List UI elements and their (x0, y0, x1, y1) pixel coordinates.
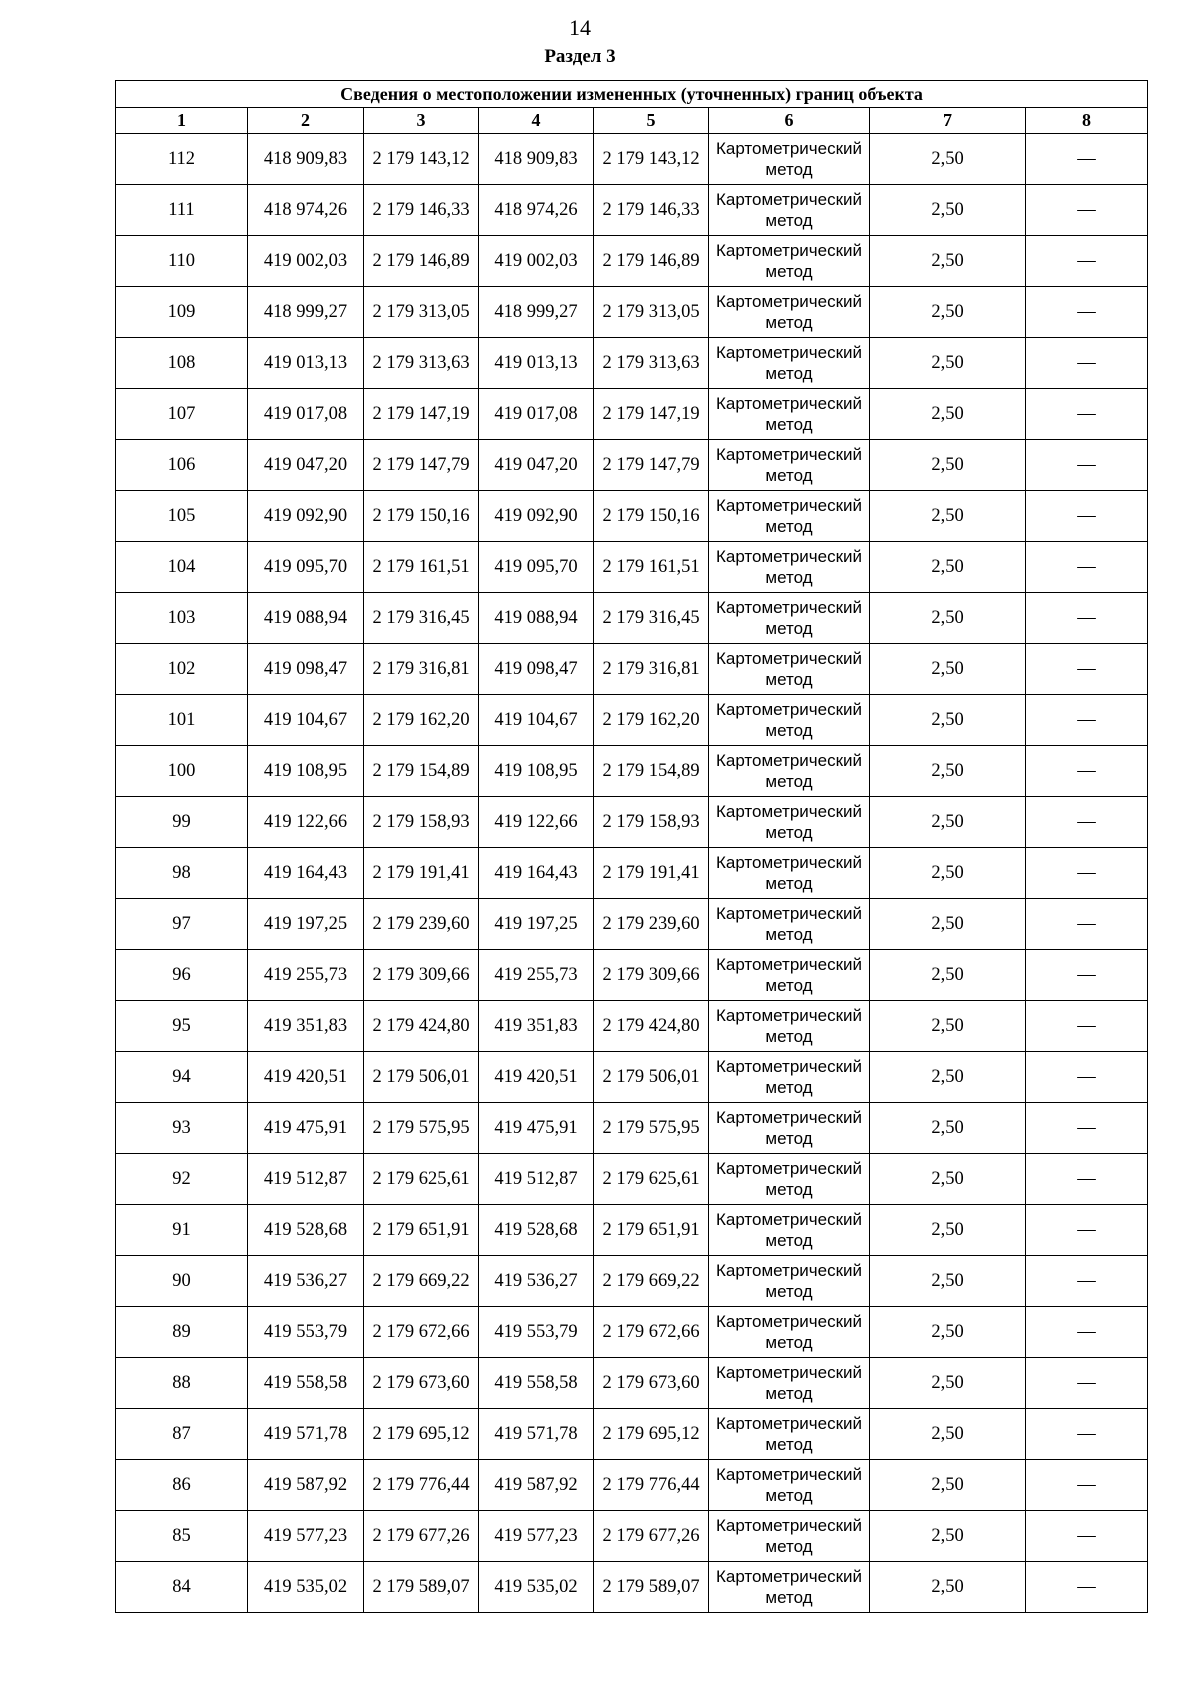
cell-description: — (1026, 1103, 1148, 1154)
cell-x-existing: 419 512,87 (248, 1154, 364, 1205)
table-row (116, 185, 1148, 236)
cell-x-existing: 419 528,68 (248, 1205, 364, 1256)
cell-precision: 2,50 (870, 185, 1026, 236)
cell-precision: 2,50 (870, 899, 1026, 950)
table-row (116, 1052, 1148, 1103)
table-row (116, 1307, 1148, 1358)
cell-precision: 2,50 (870, 950, 1026, 1001)
cell-point-number: 106 (116, 440, 248, 491)
cell-description: — (1026, 236, 1148, 287)
cell-x-existing: 419 535,02 (248, 1562, 364, 1613)
cell-precision: 2,50 (870, 1409, 1026, 1460)
page-number: 14 (569, 15, 591, 40)
cell-description: — (1026, 287, 1148, 338)
cell-description: — (1026, 644, 1148, 695)
column-header-7: 7 (870, 108, 1026, 134)
cell-y-new: 2 179 313,05 (594, 287, 709, 338)
cell-x-existing: 419 577,23 (248, 1511, 364, 1562)
cell-x-existing: 419 475,91 (248, 1103, 364, 1154)
cell-point-number: 91 (116, 1205, 248, 1256)
table-row (116, 695, 1148, 746)
cell-x-new: 419 553,79 (479, 1307, 594, 1358)
column-header-2: 2 (248, 108, 364, 134)
cell-method: Картометрический метод (709, 950, 870, 1001)
cell-x-new: 419 088,94 (479, 593, 594, 644)
cell-y-existing: 2 179 158,93 (364, 797, 479, 848)
cell-method: Картометрический метод (709, 899, 870, 950)
cell-point-number: 85 (116, 1511, 248, 1562)
cell-y-new: 2 179 589,07 (594, 1562, 709, 1613)
cell-x-existing: 419 553,79 (248, 1307, 364, 1358)
cell-y-new: 2 179 677,26 (594, 1511, 709, 1562)
cell-precision: 2,50 (870, 1256, 1026, 1307)
cell-point-number: 107 (116, 389, 248, 440)
cell-x-new: 419 512,87 (479, 1154, 594, 1205)
cell-description: — (1026, 593, 1148, 644)
cell-precision: 2,50 (870, 1103, 1026, 1154)
table-row (116, 644, 1148, 695)
cell-description: — (1026, 950, 1148, 1001)
table-row (116, 1256, 1148, 1307)
cell-y-existing: 2 179 313,63 (364, 338, 479, 389)
cell-x-existing: 419 088,94 (248, 593, 364, 644)
cell-y-new: 2 179 316,45 (594, 593, 709, 644)
cell-precision: 2,50 (870, 644, 1026, 695)
cell-y-existing: 2 179 191,41 (364, 848, 479, 899)
cell-y-new: 2 179 672,66 (594, 1307, 709, 1358)
cell-method: Картометрический метод (709, 1460, 870, 1511)
cell-method: Картометрический метод (709, 542, 870, 593)
cell-point-number: 112 (116, 134, 248, 185)
cell-method: Картометрический метод (709, 185, 870, 236)
cell-y-existing: 2 179 143,12 (364, 134, 479, 185)
cell-y-new: 2 179 162,20 (594, 695, 709, 746)
cell-description: — (1026, 1358, 1148, 1409)
cell-method: Картометрический метод (709, 134, 870, 185)
cell-x-existing: 419 092,90 (248, 491, 364, 542)
table-row (116, 848, 1148, 899)
table-row (116, 899, 1148, 950)
cell-method: Картометрический метод (709, 644, 870, 695)
table-row (116, 950, 1148, 1001)
cell-precision: 2,50 (870, 236, 1026, 287)
cell-y-new: 2 179 143,12 (594, 134, 709, 185)
cell-x-existing: 419 197,25 (248, 899, 364, 950)
cell-x-existing: 419 098,47 (248, 644, 364, 695)
cell-description: — (1026, 1409, 1148, 1460)
cell-x-new: 419 571,78 (479, 1409, 594, 1460)
table-row (116, 1205, 1148, 1256)
cell-method: Картометрический метод (709, 593, 870, 644)
cell-y-existing: 2 179 589,07 (364, 1562, 479, 1613)
cell-y-existing: 2 179 506,01 (364, 1052, 479, 1103)
cell-description: — (1026, 695, 1148, 746)
cell-y-new: 2 179 146,33 (594, 185, 709, 236)
cell-x-existing: 419 002,03 (248, 236, 364, 287)
cell-x-new: 419 098,47 (479, 644, 594, 695)
cell-method: Картометрический метод (709, 1511, 870, 1562)
cell-y-existing: 2 179 147,79 (364, 440, 479, 491)
cell-precision: 2,50 (870, 848, 1026, 899)
cell-x-existing: 419 122,66 (248, 797, 364, 848)
cell-description: — (1026, 746, 1148, 797)
cell-x-existing: 419 587,92 (248, 1460, 364, 1511)
cell-x-new: 418 999,27 (479, 287, 594, 338)
cell-point-number: 109 (116, 287, 248, 338)
cell-description: — (1026, 1154, 1148, 1205)
cell-y-new: 2 179 695,12 (594, 1409, 709, 1460)
cell-precision: 2,50 (870, 746, 1026, 797)
cell-y-existing: 2 179 313,05 (364, 287, 479, 338)
column-number-row (116, 108, 1148, 134)
cell-method: Картометрический метод (709, 797, 870, 848)
cell-y-new: 2 179 651,91 (594, 1205, 709, 1256)
cell-precision: 2,50 (870, 338, 1026, 389)
cell-x-existing: 418 999,27 (248, 287, 364, 338)
cell-x-new: 419 420,51 (479, 1052, 594, 1103)
cell-method: Картометрический метод (709, 287, 870, 338)
cell-precision: 2,50 (870, 389, 1026, 440)
cell-y-existing: 2 179 625,61 (364, 1154, 479, 1205)
cell-y-existing: 2 179 147,19 (364, 389, 479, 440)
cell-y-existing: 2 179 239,60 (364, 899, 479, 950)
cell-description: — (1026, 899, 1148, 950)
cell-y-existing: 2 179 316,81 (364, 644, 479, 695)
cell-x-existing: 419 013,13 (248, 338, 364, 389)
cell-point-number: 108 (116, 338, 248, 389)
cell-point-number: 90 (116, 1256, 248, 1307)
cell-point-number: 103 (116, 593, 248, 644)
cell-y-new: 2 179 316,81 (594, 644, 709, 695)
cell-description: — (1026, 338, 1148, 389)
cell-y-existing: 2 179 146,33 (364, 185, 479, 236)
cell-y-new: 2 179 147,19 (594, 389, 709, 440)
cell-precision: 2,50 (870, 440, 1026, 491)
cell-description: — (1026, 1001, 1148, 1052)
cell-method: Картометрический метод (709, 1358, 870, 1409)
cell-x-existing: 419 164,43 (248, 848, 364, 899)
cell-x-existing: 419 108,95 (248, 746, 364, 797)
cell-point-number: 95 (116, 1001, 248, 1052)
cell-y-existing: 2 179 146,89 (364, 236, 479, 287)
table-row (116, 1562, 1148, 1613)
cell-precision: 2,50 (870, 134, 1026, 185)
cell-method: Картометрический метод (709, 695, 870, 746)
cell-method: Картометрический метод (709, 1307, 870, 1358)
cell-method: Картометрический метод (709, 1205, 870, 1256)
cell-method: Картометрический метод (709, 1562, 870, 1613)
cell-description: — (1026, 848, 1148, 899)
cell-y-existing: 2 179 776,44 (364, 1460, 479, 1511)
cell-precision: 2,50 (870, 593, 1026, 644)
cell-point-number: 97 (116, 899, 248, 950)
cell-point-number: 88 (116, 1358, 248, 1409)
cell-precision: 2,50 (870, 1562, 1026, 1613)
cell-x-new: 419 558,58 (479, 1358, 594, 1409)
cell-x-new: 419 197,25 (479, 899, 594, 950)
cell-precision: 2,50 (870, 1358, 1026, 1409)
cell-y-new: 2 179 673,60 (594, 1358, 709, 1409)
cell-x-new: 419 577,23 (479, 1511, 594, 1562)
cell-precision: 2,50 (870, 287, 1026, 338)
table-row (116, 389, 1148, 440)
cell-description: — (1026, 1307, 1148, 1358)
cell-precision: 2,50 (870, 1154, 1026, 1205)
cell-method: Картометрический метод (709, 1103, 870, 1154)
cell-description: — (1026, 1052, 1148, 1103)
cell-x-existing: 419 558,58 (248, 1358, 364, 1409)
cell-y-existing: 2 179 309,66 (364, 950, 479, 1001)
cell-precision: 2,50 (870, 1205, 1026, 1256)
cell-method: Картометрический метод (709, 1256, 870, 1307)
cell-method: Картометрический метод (709, 1001, 870, 1052)
cell-x-existing: 419 255,73 (248, 950, 364, 1001)
table-row (116, 797, 1148, 848)
cell-point-number: 110 (116, 236, 248, 287)
cell-x-new: 418 974,26 (479, 185, 594, 236)
cell-y-new: 2 179 506,01 (594, 1052, 709, 1103)
cell-x-new: 419 528,68 (479, 1205, 594, 1256)
table-row (116, 1511, 1148, 1562)
table-row (116, 338, 1148, 389)
cell-point-number: 89 (116, 1307, 248, 1358)
cell-y-existing: 2 179 677,26 (364, 1511, 479, 1562)
cell-point-number: 84 (116, 1562, 248, 1613)
cell-x-new: 419 095,70 (479, 542, 594, 593)
cell-y-new: 2 179 147,79 (594, 440, 709, 491)
cell-precision: 2,50 (870, 542, 1026, 593)
cell-description: — (1026, 1460, 1148, 1511)
table-row (116, 593, 1148, 644)
cell-y-new: 2 179 161,51 (594, 542, 709, 593)
cell-method: Картометрический метод (709, 746, 870, 797)
cell-y-new: 2 179 150,16 (594, 491, 709, 542)
cell-precision: 2,50 (870, 1001, 1026, 1052)
cell-x-new: 419 475,91 (479, 1103, 594, 1154)
cell-y-new: 2 179 424,80 (594, 1001, 709, 1052)
cell-point-number: 102 (116, 644, 248, 695)
cell-x-new: 419 255,73 (479, 950, 594, 1001)
cell-method: Картометрический метод (709, 389, 870, 440)
cell-description: — (1026, 440, 1148, 491)
cell-y-existing: 2 179 669,22 (364, 1256, 479, 1307)
cell-point-number: 98 (116, 848, 248, 899)
cell-y-existing: 2 179 424,80 (364, 1001, 479, 1052)
column-header-3: 3 (364, 108, 479, 134)
cell-method: Картометрический метод (709, 1154, 870, 1205)
cell-precision: 2,50 (870, 491, 1026, 542)
cell-x-existing: 418 909,83 (248, 134, 364, 185)
cell-x-new: 419 351,83 (479, 1001, 594, 1052)
table-row (116, 542, 1148, 593)
cell-x-existing: 418 974,26 (248, 185, 364, 236)
cell-x-new: 419 122,66 (479, 797, 594, 848)
cell-x-existing: 419 104,67 (248, 695, 364, 746)
cell-x-new: 419 108,95 (479, 746, 594, 797)
cell-y-new: 2 179 776,44 (594, 1460, 709, 1511)
cell-method: Картометрический метод (709, 236, 870, 287)
column-header-5: 5 (594, 108, 709, 134)
cell-y-new: 2 179 191,41 (594, 848, 709, 899)
cell-x-existing: 419 017,08 (248, 389, 364, 440)
cell-x-new: 419 536,27 (479, 1256, 594, 1307)
cell-description: — (1026, 542, 1148, 593)
cell-point-number: 99 (116, 797, 248, 848)
cell-x-new: 419 535,02 (479, 1562, 594, 1613)
cell-description: — (1026, 1205, 1148, 1256)
cell-x-new: 419 047,20 (479, 440, 594, 491)
table-row (116, 491, 1148, 542)
cell-precision: 2,50 (870, 695, 1026, 746)
cell-method: Картометрический метод (709, 1409, 870, 1460)
cell-description: — (1026, 797, 1148, 848)
cell-point-number: 94 (116, 1052, 248, 1103)
cell-description: — (1026, 1562, 1148, 1613)
table-row (116, 440, 1148, 491)
cell-point-number: 92 (116, 1154, 248, 1205)
cell-point-number: 87 (116, 1409, 248, 1460)
column-header-6: 6 (709, 108, 870, 134)
cell-point-number: 93 (116, 1103, 248, 1154)
cell-y-existing: 2 179 651,91 (364, 1205, 479, 1256)
section-title: Раздел 3 (544, 46, 616, 67)
cell-description: — (1026, 491, 1148, 542)
table-row (116, 134, 1148, 185)
cell-precision: 2,50 (870, 1052, 1026, 1103)
table-caption-row (116, 81, 1148, 108)
cell-x-existing: 419 571,78 (248, 1409, 364, 1460)
cell-description: — (1026, 134, 1148, 185)
table-row (116, 1154, 1148, 1205)
cell-y-existing: 2 179 672,66 (364, 1307, 479, 1358)
cell-x-new: 419 587,92 (479, 1460, 594, 1511)
cell-description: — (1026, 389, 1148, 440)
table-row (116, 287, 1148, 338)
cell-y-existing: 2 179 154,89 (364, 746, 479, 797)
column-header-1: 1 (116, 108, 248, 134)
cell-point-number: 86 (116, 1460, 248, 1511)
cell-y-existing: 2 179 161,51 (364, 542, 479, 593)
cell-description: — (1026, 185, 1148, 236)
cell-method: Картометрический метод (709, 1052, 870, 1103)
cell-y-existing: 2 179 162,20 (364, 695, 479, 746)
table-row (116, 746, 1148, 797)
cell-method: Картометрический метод (709, 491, 870, 542)
cell-point-number: 104 (116, 542, 248, 593)
table-caption: Сведения о местоположении измененных (уточненных) границ объекта (116, 81, 1148, 108)
cell-x-new: 418 909,83 (479, 134, 594, 185)
cell-x-existing: 419 095,70 (248, 542, 364, 593)
cell-x-new: 419 092,90 (479, 491, 594, 542)
cell-x-new: 419 104,67 (479, 695, 594, 746)
cell-y-new: 2 179 239,60 (594, 899, 709, 950)
cell-precision: 2,50 (870, 1307, 1026, 1358)
cell-y-existing: 2 179 575,95 (364, 1103, 479, 1154)
cell-x-existing: 419 047,20 (248, 440, 364, 491)
cell-y-new: 2 179 313,63 (594, 338, 709, 389)
table-row (116, 1358, 1148, 1409)
column-header-4: 4 (479, 108, 594, 134)
cell-y-existing: 2 179 695,12 (364, 1409, 479, 1460)
table-row (116, 1460, 1148, 1511)
cell-x-new: 419 017,08 (479, 389, 594, 440)
cell-point-number: 96 (116, 950, 248, 1001)
boundary-coordinates-table (115, 80, 1148, 1613)
cell-x-existing: 419 351,83 (248, 1001, 364, 1052)
cell-y-new: 2 179 158,93 (594, 797, 709, 848)
cell-y-new: 2 179 146,89 (594, 236, 709, 287)
table-row (116, 1103, 1148, 1154)
cell-y-new: 2 179 309,66 (594, 950, 709, 1001)
column-header-8: 8 (1026, 108, 1148, 134)
cell-precision: 2,50 (870, 1460, 1026, 1511)
cell-point-number: 100 (116, 746, 248, 797)
cell-x-existing: 419 536,27 (248, 1256, 364, 1307)
table-row (116, 236, 1148, 287)
cell-method: Картометрический метод (709, 338, 870, 389)
cell-description: — (1026, 1256, 1148, 1307)
cell-x-new: 419 013,13 (479, 338, 594, 389)
cell-x-existing: 419 420,51 (248, 1052, 364, 1103)
table-body (116, 134, 1148, 1613)
cell-y-new: 2 179 154,89 (594, 746, 709, 797)
cell-precision: 2,50 (870, 797, 1026, 848)
cell-y-existing: 2 179 673,60 (364, 1358, 479, 1409)
cell-point-number: 111 (116, 185, 248, 236)
cell-point-number: 105 (116, 491, 248, 542)
cell-y-new: 2 179 625,61 (594, 1154, 709, 1205)
cell-method: Картометрический метод (709, 848, 870, 899)
cell-y-existing: 2 179 316,45 (364, 593, 479, 644)
cell-y-new: 2 179 669,22 (594, 1256, 709, 1307)
cell-y-new: 2 179 575,95 (594, 1103, 709, 1154)
cell-method: Картометрический метод (709, 440, 870, 491)
cell-point-number: 101 (116, 695, 248, 746)
cell-x-new: 419 002,03 (479, 236, 594, 287)
cell-description: — (1026, 1511, 1148, 1562)
table-row (116, 1409, 1148, 1460)
cell-x-new: 419 164,43 (479, 848, 594, 899)
table-row (116, 1001, 1148, 1052)
cell-y-existing: 2 179 150,16 (364, 491, 479, 542)
cell-precision: 2,50 (870, 1511, 1026, 1562)
